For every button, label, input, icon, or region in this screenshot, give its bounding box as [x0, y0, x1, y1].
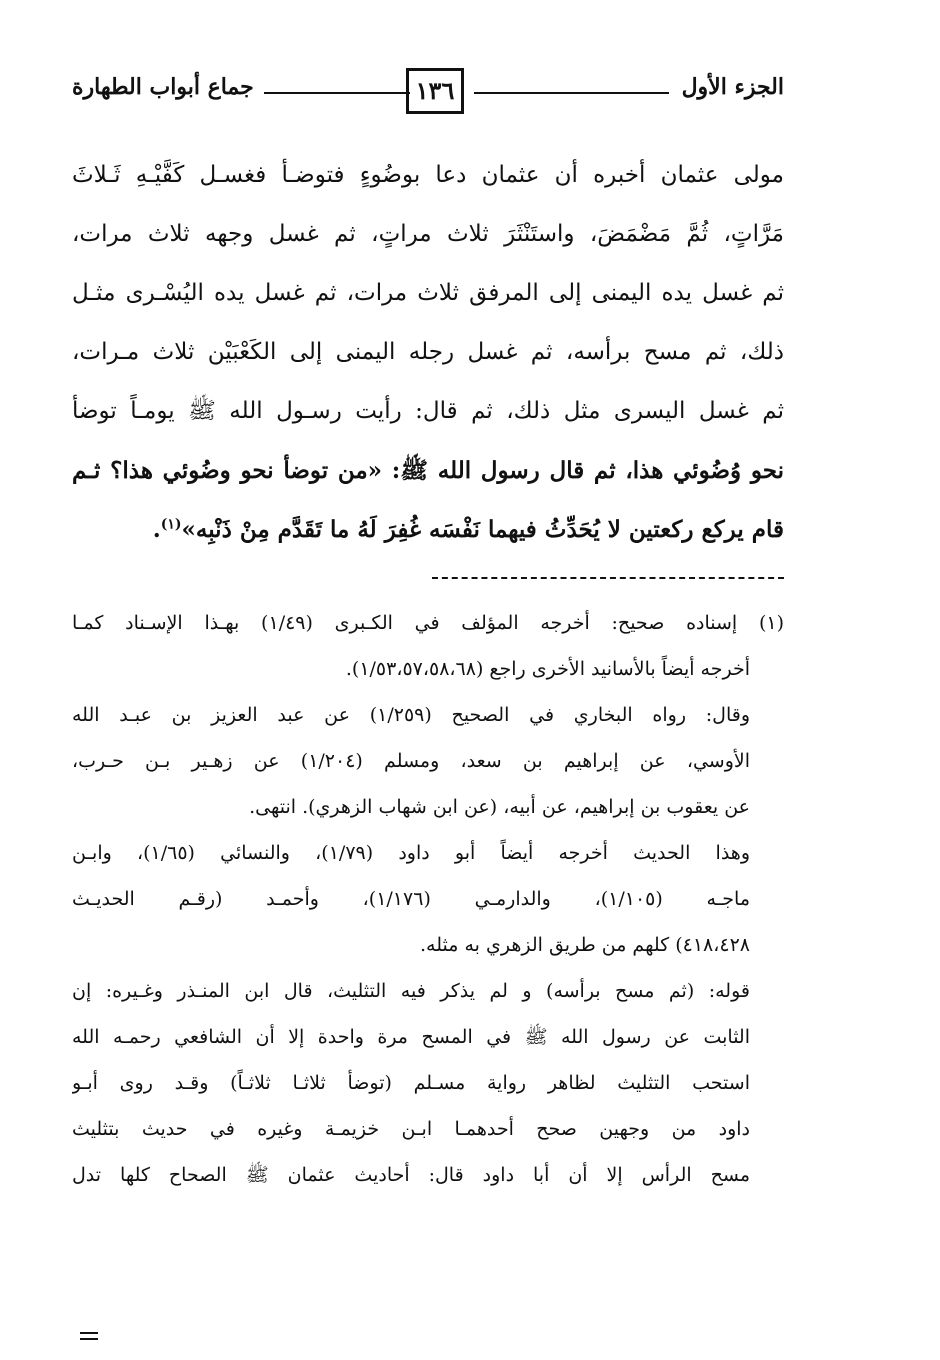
footnote-marker[interactable]: (١): [160, 516, 182, 533]
footnote-line: عن يعقوب بن إبراهيم، عن أبيه، (عن ابن شهاب الزهري). انتهى.: [249, 796, 750, 818]
main-text-line: ثم غسل اليسرى مثل ذلك، ثم قال: رأيت رسـول الله ﷺ يومـاً توضأ: [72, 398, 784, 424]
footnote-line: استحب التثليث لظاهر رواية مسـلم (توضأ ثلاثـا ثلاثـاً) وقـد روى أبـو: [72, 1072, 750, 1094]
footnote-line: (١) إسناده صحيح: أخرجه المؤلف في الكـبرى (١/٤٩) بهـذا الإسـناد كمـا: [72, 612, 784, 634]
header-rule-left: [264, 92, 410, 94]
main-text-line: مَرَّاتٍ، ثُمَّ مَضْمَضَ، واستَنْثَرَ ثلاث مراتٍ، ثم غسل وجهه ثلاث مرات،: [72, 221, 784, 247]
footnote-line: وقال: رواه البخاري في الصحيح (١/٢٥٩) عن عبد العزيز بن عبـد الله: [72, 704, 751, 726]
footnote-line: الأوسي، عن إبراهيم بن سعد، ومسلم (١/٢٠٤) عن زهـير بـن حـرب،: [72, 750, 750, 772]
main-text-line-last: [72, 500, 784, 559]
main-text-line: ذلك، ثم مسح برأسه، ثم غسل رجله اليمنى إلى الكَعْبَيْن ثلاث مـرات،: [72, 339, 784, 365]
main-text-line: نحو وُضُوئي هذا، ثم قال رسول الله ﷺ: «من توضأ نحو وضُوئي هذا؟ ثـم: [72, 457, 784, 484]
footnote-line: ٤١٨،٤٢٨) كلهم من طريق الزهري به مثله.: [420, 934, 750, 956]
footnote-line: وهذا الحديث أخرجه أيضاً أبو داود (١/٧٩)، والنسائي (١/٦٥)، وابـن: [72, 842, 750, 864]
footnote-line: قوله: (ثم مسح برأسه) و لم يذكر فيه التثليث، قال ابن المنـذر وغـيره: إن: [72, 980, 750, 1002]
main-text-line: مولى عثمان أخبره أن عثمان دعا بوضُوءٍ فتوضـأ فغسـل كَفَّيْـهِ ثَـلاثَ: [72, 162, 784, 188]
footnote-line: ماجـه (١/١٠٥)، والدارمـي (١/١٧٦)، وأحمـد (رقـم الحديـث: [72, 888, 750, 910]
hadith-text: قام يركع ركعتين لا يُحَدِّثُ فيهما نَفْسَه غُفِرَ لَهُ ما تَقَدَّم مِنْ ذَنْبِه»: [181, 516, 784, 543]
footnote-line: أخرجه أيضاً بالأسانيد الأخرى راجع (١/٥٣،٥٧،٥٨،٦٨).: [345, 658, 750, 680]
header-rule-right: [474, 92, 669, 94]
footnote-line: مسح الرأس إلا أن أبا داود قال: أحاديث عثمان ﷺ الصحاح كلها تدل: [72, 1164, 750, 1186]
footnote-line: داود من وجهين صحح أحدهمـا ابـن خزيمـة وغيره في حديث بتثليث: [72, 1118, 750, 1140]
continuation-mark: [80, 1332, 98, 1340]
main-text-line: ثم غسل يده اليمنى إلى المرفق ثلاث مرات، ثم غسل يده اليُسْـرى مثـل: [72, 280, 784, 306]
footnote-separator: [432, 577, 784, 579]
page-number: ١٣٦: [406, 68, 464, 114]
page-header: [72, 68, 784, 122]
full-stop: .: [152, 516, 161, 543]
chapter-title: جماع أبواب الطهارة: [72, 74, 254, 100]
volume-title: الجزء الأول: [681, 74, 784, 100]
footnotes: [72, 600, 784, 1198]
main-text: [72, 146, 784, 559]
footnote-line: الثابت عن رسول الله ﷺ في المسح مرة واحدة إلا أن الشافعي رحمـه الله: [72, 1026, 750, 1048]
